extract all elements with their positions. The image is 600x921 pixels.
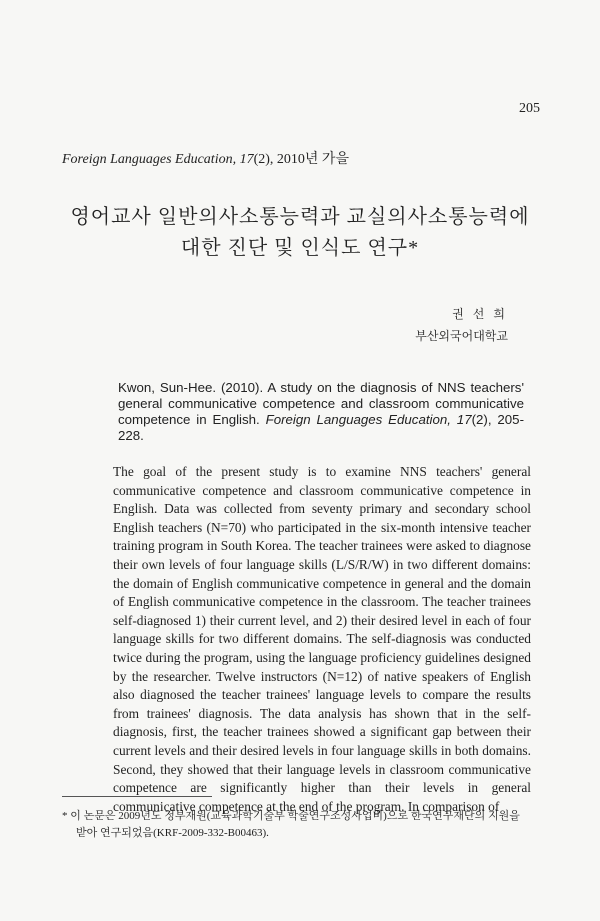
journal-volume: 17 (239, 152, 254, 167)
abstract-text: The goal of the present study is to examine NNS teachers' general communicative competence and classroom communicative competence in English. Data was collected from seventy primary and secondary school English teachers (N=70) who participated in the six-month intensive teacher training program in South Korea. The teacher trainees were asked to diagnose their own levels of four language skills (L/S/R/W) in two different domains: the domain of English communicative competence in general and the domain of English communicative competence in the classroom. The teacher trainees self-diagnosed 1) their current level, and 2) their desired level in each of four language skills for two different domains. The self-diagnosis was conducted twice during the program, using the language proficiency guidelines designed by the researcher. Twelve instructors (N=12) of native speakers of English also diagnosed the teacher trainees' language levels to compare the results from trainees' diagnosis. The data analysis has shown that in the self-diagnosis, first, the teacher trainees showed a significant gap between their current levels and their desired levels in four language skills in both domains. Second, they showed that their language levels in classroom communicative competence are significantly higher than their levels in general communicative competence at the end of the program. In comparison of (113, 464, 531, 814)
author-block (415, 303, 508, 347)
paper-title-line-1: 영어교사 일반의사소통능력과 교실의사소통능력에 (70, 206, 530, 228)
footnote (62, 808, 532, 842)
author-affiliation: 부산외국어대학교 (415, 329, 508, 343)
journal-issue-date: (2), 2010년 가을 (253, 152, 349, 167)
paper-title-line-2: 대한 진단 및 인식도 연구* (180, 237, 420, 259)
citation (118, 380, 524, 444)
journal-name: Foreign Languages Education, (62, 152, 237, 167)
page-number: 205 (519, 101, 540, 116)
author-name: 권 선 희 (452, 307, 508, 321)
journal-header (62, 148, 349, 168)
paper-title (0, 202, 600, 264)
footnote-text: * 이 논문은 2009년도 정부재원(교육과학기술부 학술연구조성사업비)으로 한국연구재단의 지원을 받아 연구되었음(KRF-2009-332-B00463). (62, 810, 520, 839)
citation-main: Kwon, Sun-Hee. (2010). A study on the diagnosis of NNS teachers' general communicative competence and classroom communicative competence in English. (118, 380, 524, 427)
footnote-divider (62, 796, 212, 797)
citation-tail: (2), 205-228. (118, 412, 524, 443)
citation-journal: Foreign Languages Education, 17 (265, 412, 472, 427)
